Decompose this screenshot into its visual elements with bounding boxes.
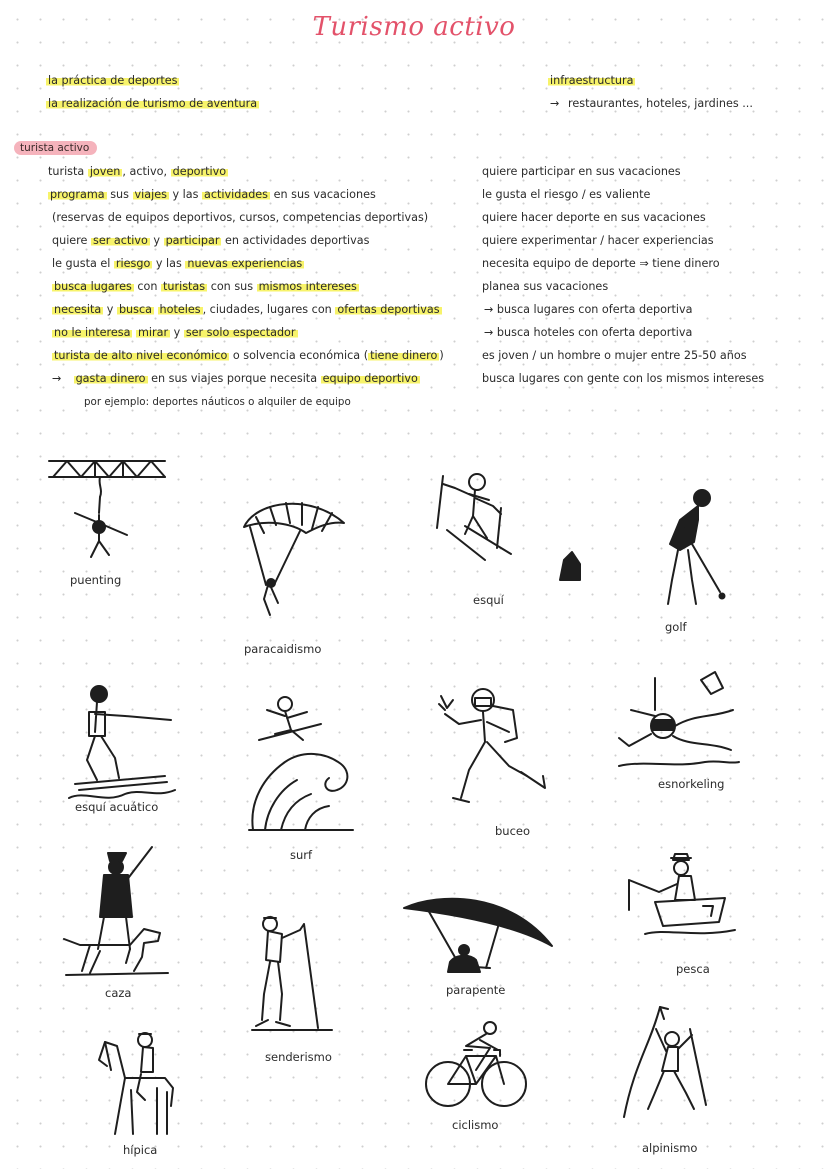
caption-hipica: hípica [123, 1143, 158, 1157]
left-line-2: programa sus viajes y las actividades en sus vacaciones [50, 188, 376, 201]
golfer-illustration [640, 480, 730, 610]
right-line-8: → busca hoteles con oferta deportiva [484, 326, 693, 339]
caption-esqui: esquí [473, 593, 504, 607]
caption-senderismo: senderismo [265, 1050, 332, 1064]
left-line-10: → gasta dinero en sus viajes porque necesita equipo deportivo [52, 372, 418, 385]
right-line-1: quiere participar en sus vacaciones [482, 165, 681, 178]
caption-buceo: buceo [495, 824, 531, 838]
caption-alpinismo: alpinismo [642, 1141, 698, 1155]
left-line-9: turista de alto nivel económico o solvencia económica ( tiene dinero ) [54, 349, 444, 362]
diver-illustration [425, 680, 560, 810]
left-line-1: turista joven , activo, deportivo [48, 165, 227, 178]
right-line-6: planea sus vacaciones [482, 280, 609, 293]
small-figure-illustration [556, 548, 584, 582]
caption-golf: golf [665, 620, 687, 634]
caption-puenting: puenting [70, 573, 122, 587]
intro-line-2: la realización de turismo de aventura [48, 97, 258, 110]
page-title: Turismo activo [312, 12, 516, 42]
right-line-5: necesita equipo de deporte ⇒ tiene dinero [482, 257, 720, 270]
caption-esnorkeling: esnorkeling [658, 777, 725, 791]
left-line-5: le gusta el riesgo y las nuevas experiencias [52, 257, 303, 270]
right-line-7: → busca lugares con oferta deportiva [484, 303, 693, 316]
water-skier-illustration [65, 680, 180, 805]
climber-illustration [620, 1005, 715, 1120]
left-line-7: necesita y busca hoteles , ciudades, lugares con ofertas deportivas [54, 303, 440, 316]
surfer-illustration [245, 690, 360, 835]
horse-rider-illustration [95, 1030, 180, 1140]
caption-paracaidismo: paracaidismo [244, 642, 322, 656]
hang-glider-illustration [400, 888, 555, 988]
skier-illustration [425, 468, 525, 568]
left-line-6: busca lugares con turistas con sus mismos intereses [54, 280, 357, 293]
parachute-illustration [240, 495, 350, 630]
intro-line-1: la práctica de deportes [48, 74, 178, 87]
left-line-3: (reservas de equipos deportivos, cursos, competencias deportivas) [52, 211, 429, 224]
infraestructura-heading: infraestructura [550, 74, 634, 87]
left-line-8: no le interesa mirar y ser solo espectador [54, 326, 296, 339]
right-line-4: quiere experimentar / hacer experiencias [482, 234, 714, 247]
cyclist-illustration [420, 1020, 530, 1115]
caption-caza: caza [105, 986, 132, 1000]
right-line-3: quiere hacer deporte en sus vacaciones [482, 211, 706, 224]
caption-parapente: parapente [446, 983, 506, 997]
caption-surf: surf [290, 848, 313, 862]
hunter-illustration [60, 845, 175, 980]
right-line-2: le gusta el riesgo / es valiente [482, 188, 651, 201]
turista-activo-tag: turista activo [14, 141, 97, 155]
caption-esqui-acuatico: esquí acuático [75, 800, 159, 814]
fisherman-illustration [625, 850, 740, 945]
bungee-jumper-illustration [45, 455, 175, 570]
infraestructura-items: → restaurantes, hoteles, jardines ... [550, 97, 753, 110]
hiker-illustration [250, 910, 335, 1035]
left-line-11: por ejemplo: deportes náuticos o alquiler de equipo [84, 396, 351, 408]
right-line-10: busca lugares con gente con los mismos intereses [482, 372, 765, 385]
left-line-4: quiere ser activo y participar en actividades deportivas [52, 234, 370, 247]
caption-pesca: pesca [676, 962, 710, 976]
right-line-9: es joven / un hombre o mujer entre 25-50 años [482, 349, 747, 362]
caption-ciclismo: ciclismo [452, 1118, 499, 1132]
snorkeler-illustration [615, 670, 740, 770]
